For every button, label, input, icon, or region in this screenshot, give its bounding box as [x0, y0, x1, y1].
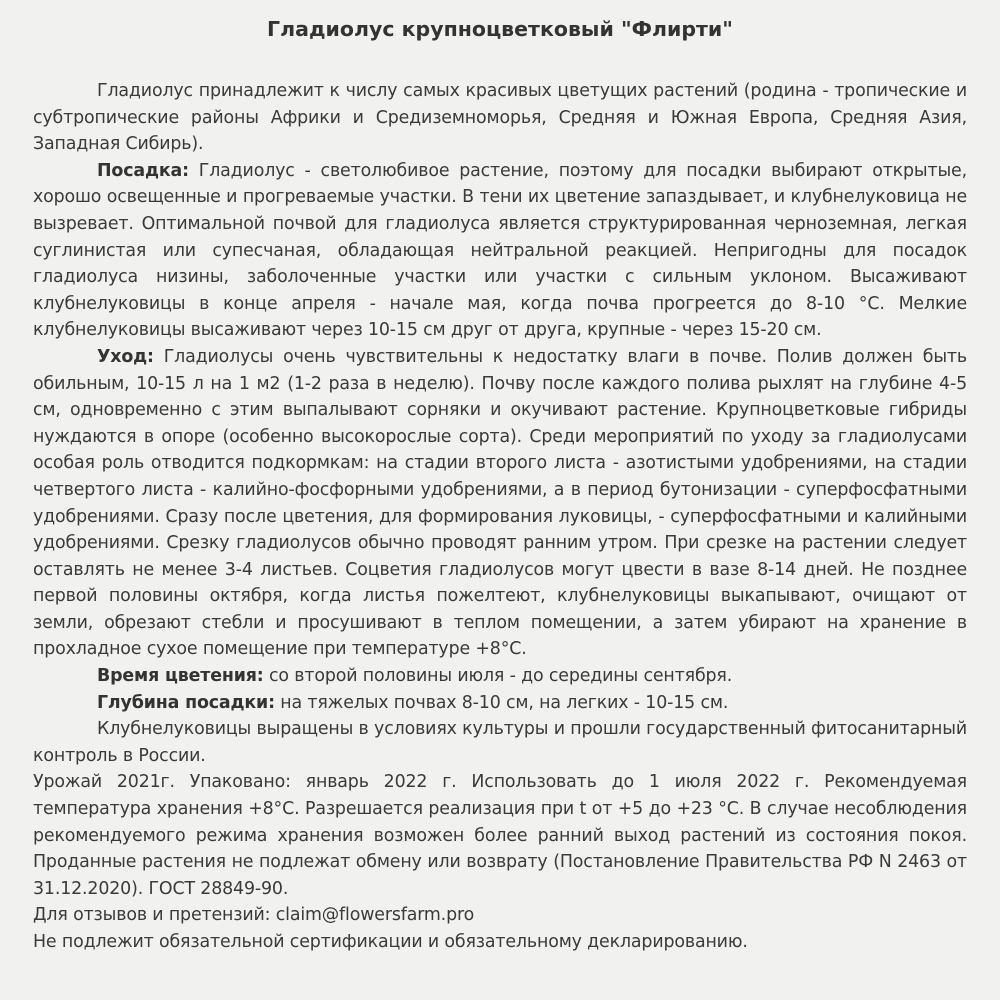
contact-line: Для отзывов и претензий: claim@flowersfarm.pro: [33, 905, 475, 926]
bloom-heading: Время цветения:: [97, 666, 264, 687]
depth-paragraph: [33, 690, 967, 717]
planting-text: Гладиолус - светолюбивое растение, поэтому для посадки выбирают открытые, хорошо освещенные и прогреваемые участки. В тени их цветение запаздывает, и клубнелуковица не вызревает. Оптимальной почвой для гладиолуса является структурированная черноземная, легкая суглинистая или супесчаная, обладающая нейтральной реакцией. Непригодны для посадок гладиолуса низины, заболоченные участки или участки с сильным уклоном. Высаживают клубнелуковицы в конце апреля - начале мая, когда почва прогреется до 8-10 °С. Мелкие клубнелуковицы высаживают через 10-15 см друг от друга, крупные - через 15-20 см.: [33, 160, 967, 341]
harvest-storage-paragraph: Урожай 2021г. Упаковано: январь 2022 г. Использовать до 1 июля 2022 г. Рекомендуемая температура хранения +8°С. Разрешается реализация при t от +5 до +23 °С. В случае несоблюдения рекомендуемого режима хранения возможен более ранний выход растений из состояния покоя. Проданные растения не подлежат обмену или возврату (Постановление Правительства РФ N 2463 от 31.12.2020). ГОСТ 28849-90.: [33, 772, 967, 899]
product-title: Гладиолус крупноцветковый "Флирти": [267, 17, 733, 41]
depth-text: на тяжелых почвах 8-10 см, на легких - 10-15 см.: [280, 692, 729, 713]
bloom-text: со второй половины июля - до середины сентября.: [268, 666, 733, 687]
care-text: Гладиолусы очень чувствительны к недостатку влаги в почве. Полив должен быть обильным, 10-15 л на 1 м2 (1-2 раза в неделю). Почву после каждого полива рыхлят на глубине 4-5 см, одновременно с этим выпалывают сорняки и окучивают растение. Крупноцветковые гибриды нуждаются в опоре (особенно высокорослые сорта). Среди мероприятий по уходу за гладиолусами особая роль отводится подкормкам: на стадии второго листа - азотистыми удобрениями, на стадии четвертого листа - калийно-фосфорными удобрениями, а в период бутонизации - суперфосфатными удобрениями. Сразу после цветения, для формирования луковицы, - суперфосфатными и калийными удобрениями. Срезку гладиолусов обычно проводят ранним утром. При срезке на растении следует оставлять не менее 3-4 листьев. Соцветия гладиолусов могут цвести в вазе 8-14 дней. Не позднее первой половины октября, когда листья пожелтеют, клубнелуковицы выкапывают, очищают от земли, обрезают стебли и просушивают в теплом помещении, а затем убирают на хранение в прохладное сухое помещение при температуре +8°С.: [33, 346, 967, 660]
intro-paragraph: Гладиолус принадлежит к числу самых красивых цветущих растений (родина - тропические и субтропические районы Африки и Средиземноморья, Средняя и Южная Европа, Средняя Азия, Западная Сибирь).: [33, 81, 967, 155]
care-heading: Уход:: [97, 346, 154, 367]
depth-heading: Глубина посадки:: [97, 692, 275, 713]
certification-line: Не подлежит обязательной сертификации и обязательному декларированию.: [33, 932, 748, 952]
planting-heading: Посадка:: [97, 160, 189, 181]
care-paragraph: [33, 344, 967, 663]
planting-paragraph: [33, 158, 967, 344]
description-body: [33, 78, 967, 956]
phytosanitary-paragraph: Клубнелуковицы выращены в условиях культуры и прошли государственный фитосанитарный контроль в России.: [33, 719, 967, 766]
bloom-paragraph: [33, 663, 967, 690]
